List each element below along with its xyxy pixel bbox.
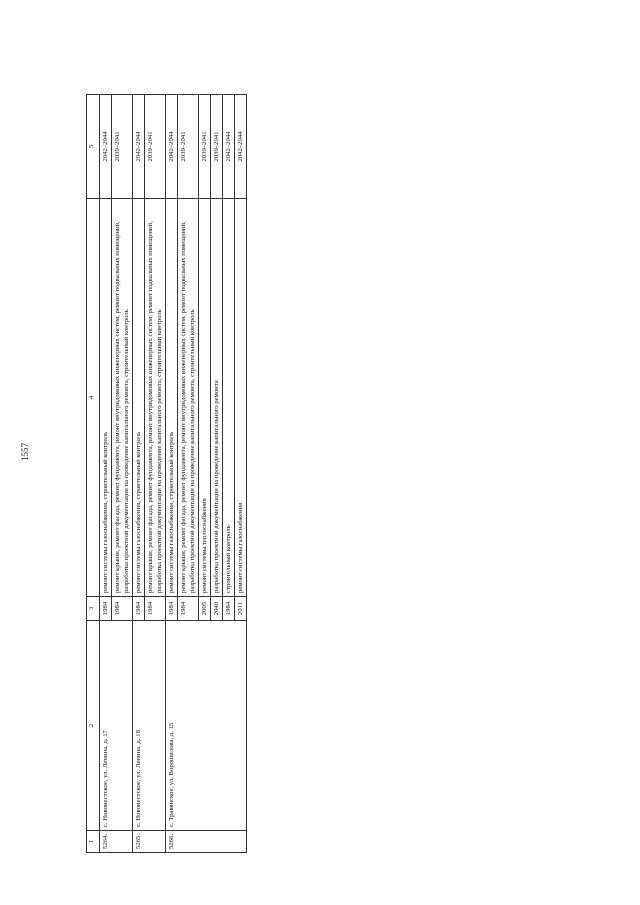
work-cell: ремонт крыши, ремонт фасада, ремонт фундамента, ремонт внутридомовых инженерных систем, ремонт подвальных помещений, разработка проектной документации на проведение капитального ремонта, строительный контроль [112,199,133,597]
work-cell: ремонт системы газоснабжения, строительный контроль [133,199,145,597]
period-cell: 2039–2041 [211,95,223,199]
row-number: 5265. [133,831,166,853]
table-row [166,95,178,853]
address-cell: с. Травянское, ул. Ворошилова, д. 15 [166,621,247,831]
year-cell: 1984 [178,597,199,621]
work-cell: ремонт крыши, ремонт фасада, ремонт фундамента, ремонт внутридомовых инженерных систем, ремонт подвальных помещений, разработка проектной документации на проведение капитального ремонта, строительный контроль [145,199,166,597]
year-cell: 1984 [166,597,178,621]
work-cell: ремонт крыши, ремонт фасада, ремонт фундамента, ремонт внутридомовых инженерных систем, ремонт подвальных помещений, разработка проектной документации на проведение капитального ремонта, строительный контроль [178,199,199,597]
work-cell: строительный контроль [223,199,235,597]
year-cell: 2011 [235,597,247,621]
row-number: 5266. [166,831,247,853]
col-header-1: 1 [87,831,100,853]
year-cell: 1984 [112,597,133,621]
period-cell: 2042–2044 [100,95,112,199]
period-cell: 2039–2041 [178,95,199,199]
year-cell: 2005 [199,597,211,621]
work-cell: ремонт системы газоснабжения, строительный контроль [166,199,178,597]
table-container [86,95,534,853]
repair-schedule-table [86,94,247,853]
col-header-3: 3 [87,597,100,621]
col-header-2: 2 [87,621,100,831]
period-cell: 2039–2041 [199,95,211,199]
header-row [87,95,100,853]
year-cell: 2040 [211,597,223,621]
year-cell: 1984 [100,597,112,621]
col-header-5: 5 [87,95,100,199]
work-cell: ремонт системы теплоснабжения [199,199,211,597]
period-cell: 2039–2041 [112,95,133,199]
rotated-table-frame [86,95,534,853]
year-cell: 1984 [133,597,145,621]
period-cell: 2042–2044 [235,95,247,199]
address-cell: с. Новонестское, ул. Ленина, д. 17 [100,621,133,831]
period-cell: 2042–2044 [223,95,235,199]
year-cell: 1984 [145,597,166,621]
row-number: 5264. [100,831,133,853]
work-cell: ремонт системы газоснабжения, строительный контроль [100,199,112,597]
period-cell: 2042–2044 [166,95,178,199]
col-header-4: 4 [87,199,100,597]
table-row [133,95,145,853]
period-cell: 2042–2044 [133,95,145,199]
address-cell: с. Новонестское, ул. Ленина, д. 18 [133,621,166,831]
period-cell: 2039–2041 [145,95,166,199]
page-number: 1557 [20,443,30,461]
table-row [100,95,112,853]
year-cell: 1984 [223,597,235,621]
work-cell: разработка проектной документации на проведение капитального ремонта [211,199,223,597]
work-cell: ремонт системы газоснабжения [235,199,247,597]
